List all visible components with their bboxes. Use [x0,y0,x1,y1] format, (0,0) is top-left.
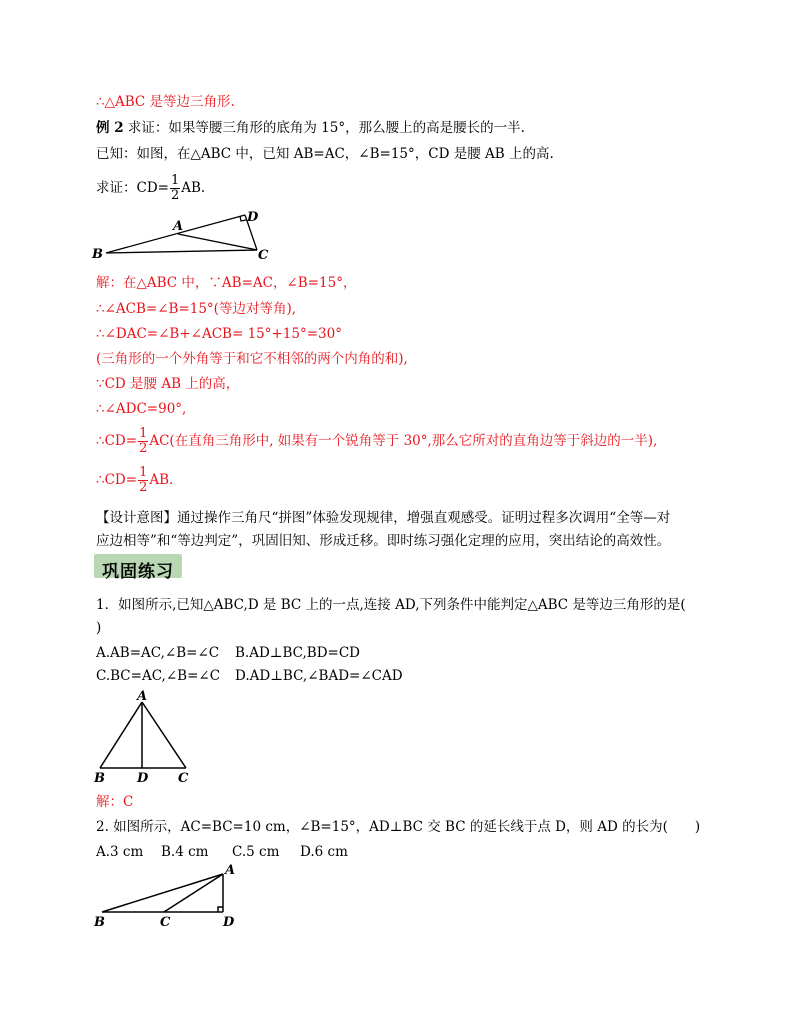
question-2-option-c: C.5 cm [232,844,280,860]
question-2-option-d: D.6 cm [300,844,348,860]
fig1-label-a: A [173,219,184,234]
solution-7-suffix: AC(在直角三角形中, 如果有一个锐角等于 30°,那么它所对的直角边等于斜边的一半), [149,433,658,449]
fig2-label-a: A [137,689,148,704]
question-1-line-1: 1．如图所示,已知△ABC,D 是 BC 上的一点,连接 AD,下列条件中能判定△ABC 是等边三角形的是( [96,597,686,613]
prove-prefix: 求证：CD= [96,180,169,196]
question-1-line-2: ) [96,620,102,636]
solution-line-3: ∴∠DAC=∠B+∠ACB= 15°+15°=30° [96,326,342,342]
half-fraction: $\frac{1}{2}$ [139,465,148,495]
half-fraction: $\frac{1}{2}$ [170,173,180,203]
half-fraction: $\frac{1}{2}$ [139,426,148,456]
question-1-option-b: B.AD⊥BC,BD=CD [235,645,361,661]
solution-line-7 [96,424,657,458]
fig2-label-c: C [178,771,189,786]
solution-8-suffix: AB. [149,472,174,488]
example-2-line [96,119,525,137]
conclusion-line: ∴△ABC 是等边三角形. [96,94,235,110]
prove-suffix: AB. [181,180,206,196]
solution-line-1: 解：在△ABC 中，∵AB=AC，∠B=15°， [96,275,357,291]
solution-8-prefix: ∴CD= [96,472,138,488]
solution-line-6: ∴∠ADC=90°, [96,401,187,417]
example-2-label: 例 2 [96,120,124,136]
question-1-option-a: A.AB=AC,∠B=∠C [96,645,220,661]
prove-line [96,171,205,205]
fig1-label-b: B [92,247,103,262]
design-intent-line-2: 应边相等”和“等边判定”，巩固旧知、形成迁移。即时练习强化定理的应用，突出结论的高效性。 [96,533,671,549]
fig3-label-c: C [160,915,171,930]
question-1-option-d: D.AD⊥BC,∠BAD=∠CAD [235,668,403,684]
question-1-answer: 解：C [96,794,134,810]
figure-1-triangle [90,205,280,265]
example-2-text: 求证：如果等腰三角形的底角为 15°，那么腰上的高是腰长的一半. [123,120,525,136]
fig3-label-b: B [94,915,105,930]
question-1-option-c: C.BC=AC,∠B=∠C [96,668,221,684]
question-2-option-a: A.3 cm [96,844,144,860]
solution-line-4: (三角形的一个外角等于和它不相邻的两个内角的和), [96,351,408,367]
known-line: 已知：如图，在△ABC 中，已知 AB=AC，∠B=15°，CD 是腰 AB 上的高. [96,146,554,162]
solution-line-5: ∵CD 是腰 AB 上的高， [96,376,240,392]
fig2-label-b: B [94,771,105,786]
fig1-label-c: C [258,248,269,263]
question-2-option-b: B.4 cm [161,844,209,860]
design-intent-line-1: 【设计意图】通过操作三角尺“拼图”体验发现规律，增强直观感受。证明过程多次调用“全等—对 [96,510,671,526]
fig3-label-d: D [223,915,235,930]
solution-line-2: ∴∠ACB=∠B=15°(等边对等角), [96,301,297,317]
question-2-line: 2. 如图所示，AC=BC=10 cm，∠B=15°，AD⊥BC 交 BC 的延长线于点 D，则 AD 的长为( ) [96,819,701,835]
figure-2-triangle [92,688,202,788]
fig3-label-a: A [225,863,236,878]
fig2-label-d: D [137,771,149,786]
figure-3-triangle [92,862,252,934]
solution-line-8 [96,463,173,497]
practice-heading: 巩固练习 [102,562,174,582]
fig1-label-d: D [247,210,259,225]
solution-7-prefix: ∴CD= [96,433,138,449]
